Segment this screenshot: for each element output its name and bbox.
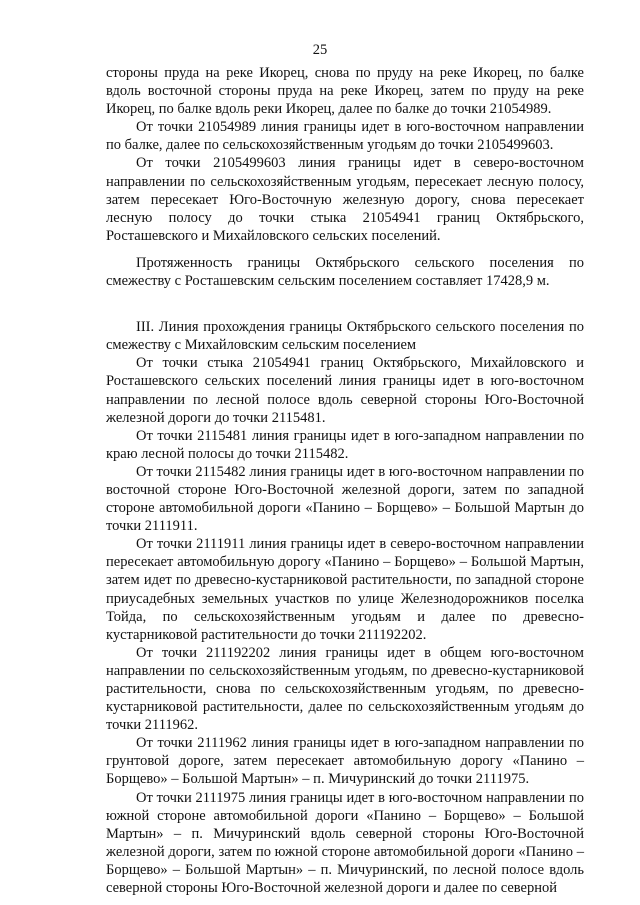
paragraph: От точки 2105499603 линия границы идет в северо-восточном направлении по сельскохозяйственным угодьям, пересекает лесную полосу, затем пересекает Юго-Восточную железную дорогу, снова пересекает лесную полосу до точки стыка 21054941 границ Октябрьского, Росташевского и Михайловского сельских поселений.	[106, 155, 584, 244]
section-heading: III. Линия прохождения границы Октябрьского сельского поселения по смежеству с Михайловским сельским поселением	[106, 319, 584, 354]
paragraph-length-summary: Протяженность границы Октябрьского сельского поселения по смежеству с Росташевским сельским поселением составляет 17428,9 м.	[106, 254, 584, 290]
paragraph: От точки 2111962 линия границы идет в юго-западном направлении по грунтовой дороге, затем пересекает автомобильную дорогу «Панино – Борщево» – Большой Мартын» – п. Мичуринский до точки 2111975.	[106, 735, 584, 788]
paragraph: От точки стыка 21054941 границ Октябрьского, Михайловского и Росташевского сельских поселений линия границы идет в юго-восточном направлении по лесной полосе вдоль северной стороны Юго-Восточной железной дороги до точки 2115481.	[106, 355, 584, 426]
paragraph: От точки 211192202 линия границы идет в общем юго-восточном направлении по сельскохозяйственным угодьям, по древесно-кустарниковой растительности, снова по сельскохозяйственным угодьям, по древесно-кустарниковой растительности, далее по сельскохозяйственным угодьям до точки 2111962.	[106, 644, 584, 734]
paragraph: От точки 2115481 линия границы идет в юго-западном направлении по краю лесной полосы до точки 2115482.	[106, 427, 584, 462]
paragraph: От точки 2111911 линия границы идет в северо-восточном направлении пересекает автомобильную дорогу «Панино – Борщево» – Большой Мартын, затем идет по древесно-кустарниковой растительности, по западной стороне приусадебных земельных участков по улице Железнодорожников поселка Тойда, по сельскохозяйственным угодьям и далее по древесно-кустарниковой растительности до точки 211192202.	[106, 536, 584, 643]
document-body	[106, 64, 584, 897]
paragraph: От точки 2115482 линия границы идет в юго-восточном направлении по восточной стороне Юго-Восточной железной дороги, затем по западной стороне автомобильной дороги «Панино – Борщево» – Большой Мартын до точки 2111911.	[106, 463, 584, 535]
paragraph: От точки 2111975 линия границы идет в юго-восточном направлении по южной стороне автомобильной дороги «Панино – Борщево» – Большой Мартын» – п. Мичуринский вдоль северной стороны Юго-Восточной железной дороги, затем по южной стороне автомобильной дороги «Панино – Борщево» – Большой Мартын» – п. Мичуринский, по лесной полосе вдоль северной стороны Юго-Восточной железной дороги и далее по северной	[106, 789, 584, 897]
paragraph: От точки 21054989 линия границы идет в юго-восточном направлении по балке, далее по сельскохозяйственным угодьям до точки 2105499603.	[106, 119, 584, 154]
page-number: 25	[312, 42, 328, 58]
paragraph-continuation: стороны пруда на реке Икорец, снова по пруду на реке Икорец, по балке вдоль восточной стороны пруда на реке Икорец, затем по пруду на реке Икорец, по балке вдоль реки Икорец, далее по балке до точки 21054989.	[106, 65, 584, 118]
